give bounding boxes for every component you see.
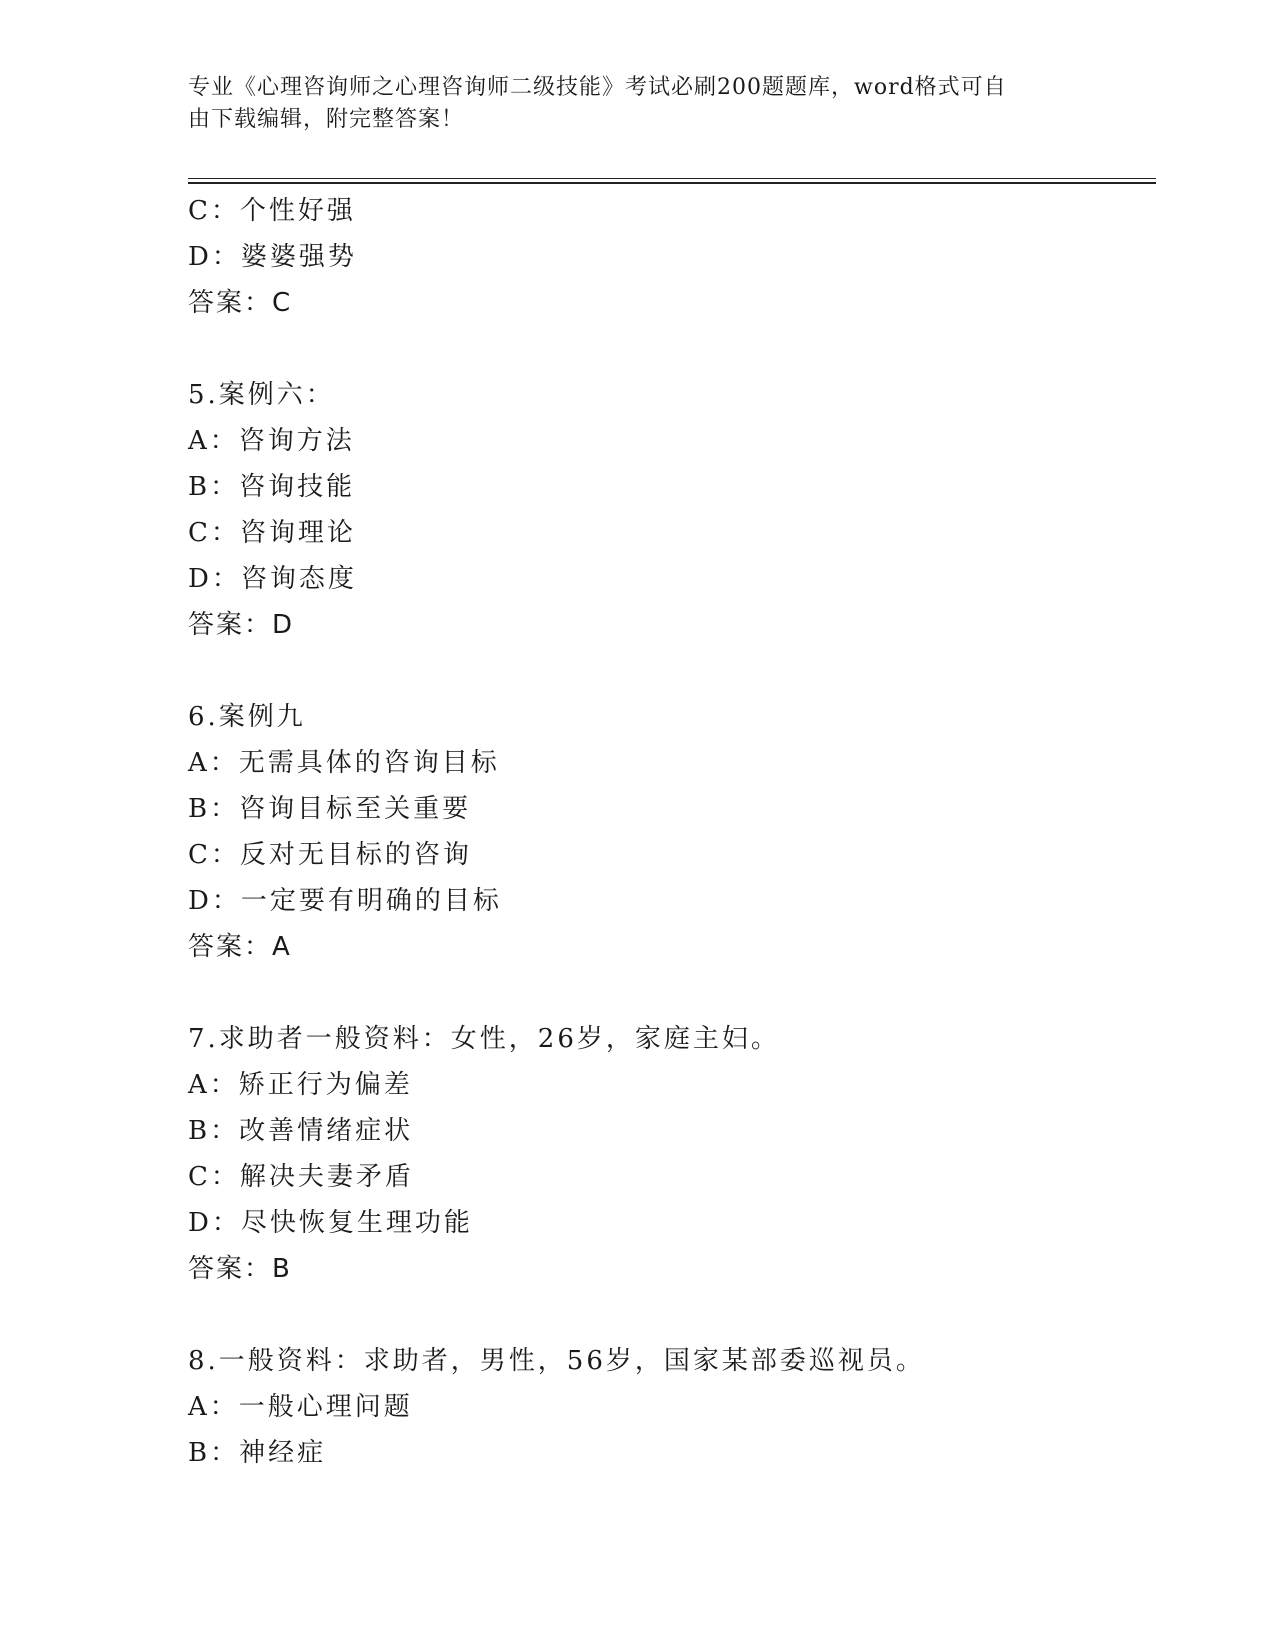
option-d: D：一定要有明确的目标 [188,886,502,916]
document-header [188,72,1088,136]
option-b: B：神经症 [188,1438,327,1468]
spacer [188,970,1128,1016]
answer-line: 答案：B [188,1254,292,1284]
option-a: A：咨询方法 [188,426,355,456]
option-d: D：咨询态度 [188,564,357,594]
spacer [188,648,1128,694]
answer-line: 答案：D [188,610,295,640]
header-title-line-1: 专业《心理咨询师之心理咨询师二级技能》考试必刷200题题库，word格式可自 [188,75,1007,100]
spacer [188,1292,1128,1338]
option-b: B：改善情绪症状 [188,1116,414,1146]
header-title-line-2: 由下载编辑，附完整答案！ [188,107,465,132]
option-d: D：尽快恢复生理功能 [188,1208,473,1238]
spacer [188,326,1128,372]
answer-line: 答案：C [188,288,293,318]
option-b: B：咨询技能 [188,472,356,502]
option-c: C：反对无目标的咨询 [188,840,472,870]
option-c: C：个性好强 [188,196,356,226]
question-list [188,188,1128,1476]
option-a: A：无需具体的咨询目标 [188,748,500,778]
question-stem: 6.案例九 [188,702,306,732]
question-4 [188,188,1128,326]
question-stem: 5.案例六： [188,380,335,410]
header-divider-thin [188,178,1156,179]
header-divider-thick [188,182,1156,184]
option-d: D：婆婆强势 [188,242,357,272]
option-a: A：矫正行为偏差 [188,1070,413,1100]
option-c: C：咨询理论 [188,518,356,548]
option-a: A：一般心理问题 [188,1392,413,1422]
question-8 [188,1338,1128,1476]
option-c: C：解决夫妻矛盾 [188,1162,414,1192]
question-5 [188,372,1128,648]
question-6 [188,694,1128,970]
answer-line: 答案：A [188,932,292,962]
question-stem: 8.一般资料：求助者，男性，56岁，国家某部委巡视员。 [188,1346,925,1376]
question-stem: 7.求助者一般资料：女性，26岁，家庭主妇。 [188,1024,780,1054]
option-b: B：咨询目标至关重要 [188,794,472,824]
question-7 [188,1016,1128,1292]
